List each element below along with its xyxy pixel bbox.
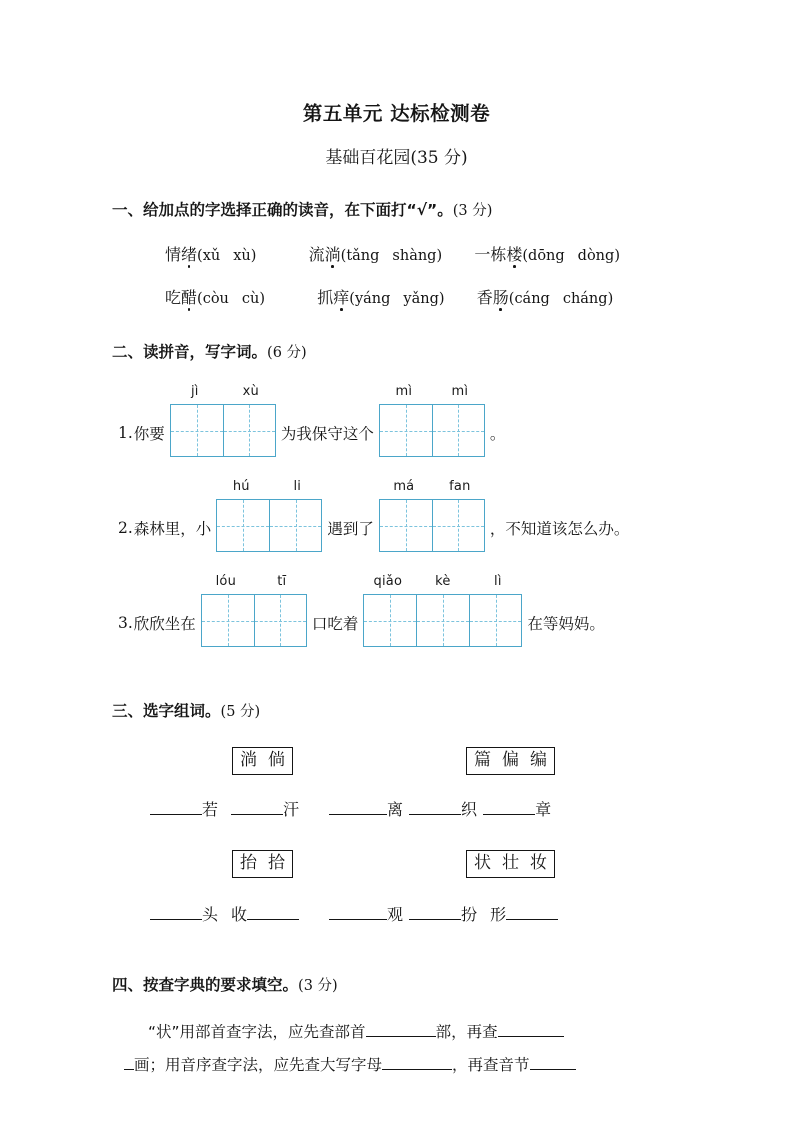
item-number: 3.	[118, 613, 133, 632]
grid-pinyin-labels	[213, 479, 325, 494]
answer-blank[interactable]	[231, 814, 283, 815]
grid-cell[interactable]	[469, 594, 522, 647]
pinyin-label: hú	[232, 479, 250, 494]
tianzige-grid[interactable]	[198, 574, 310, 651]
pinyin-options[interactable]: (dōng dòng)	[522, 248, 620, 264]
dotted-char: 肠	[493, 285, 509, 308]
pinyin-label: xù	[242, 384, 259, 399]
answer-blank[interactable]	[498, 1036, 564, 1037]
item-tail-text: 在等妈妈。	[527, 614, 605, 633]
word-prefix: 情	[165, 245, 182, 264]
item-lead-text: 你要	[133, 424, 165, 443]
item-number: 2.	[118, 518, 133, 537]
section-one-title: 给加点的字选择正确的读音，在下面打“√”。	[143, 201, 453, 219]
section-three	[0, 651, 793, 925]
pinyin-choice-item[interactable]	[474, 242, 620, 265]
char-box-row	[0, 721, 793, 781]
grid-cell[interactable]	[223, 404, 276, 457]
pinyin-label: má	[393, 479, 415, 494]
section-four	[0, 925, 793, 1075]
question-text: ，再查音节	[452, 1055, 530, 1074]
pinyin-option-b[interactable]: cù	[241, 291, 260, 307]
item-mid-text: 为我保守这个	[280, 424, 374, 443]
answer-blank[interactable]	[329, 814, 387, 815]
pinyin-options[interactable]: (xǔ xù)	[197, 248, 257, 264]
section-four-title: 按查字典的要求填空。	[143, 976, 299, 994]
item-tail-text: 。	[489, 424, 506, 443]
writing-line	[0, 362, 793, 461]
grid-pinyin-labels	[376, 384, 488, 399]
char-option[interactable]: 淌	[240, 750, 257, 770]
char-choice-box[interactable]	[232, 747, 293, 775]
grid-cell[interactable]	[269, 499, 322, 552]
pinyin-label: fan	[449, 479, 471, 494]
answer-blank[interactable]	[124, 1069, 134, 1070]
pinyin-options[interactable]: (cáng cháng)	[508, 291, 614, 307]
tianzige-grid[interactable]	[360, 574, 525, 651]
dictionary-question-line-one	[0, 995, 793, 1049]
answer-word: 章	[535, 800, 552, 819]
pinyin-label: qiǎo	[373, 574, 403, 589]
pinyin-label: li	[293, 479, 302, 494]
char-option[interactable]: 编	[530, 750, 547, 770]
pinyin-label: lì	[494, 574, 502, 589]
pinyin-choice-item[interactable]	[165, 242, 256, 265]
answer-word: 织	[461, 800, 478, 819]
section-two	[0, 308, 793, 651]
section-one-heading	[0, 198, 793, 220]
grid-cell[interactable]	[379, 404, 432, 457]
grid-cell[interactable]	[432, 499, 485, 552]
section-two-title: 读拼音，写字词。	[143, 343, 268, 361]
page-title: 第五单元 达标检测卷	[302, 102, 491, 125]
char-option[interactable]: 拾	[268, 853, 285, 873]
item-mid-text: 口吃着	[311, 614, 359, 633]
pinyin-option-a[interactable]: xǔ	[202, 248, 221, 264]
tianzige-grid[interactable]	[376, 479, 488, 556]
grid-pinyin-labels	[376, 479, 488, 494]
pinyin-option-a[interactable]: dōng	[528, 248, 565, 264]
char-choice-box[interactable]	[466, 747, 555, 775]
pinyin-option-a[interactable]: cáng	[514, 291, 550, 307]
pinyin-options[interactable]: (còu cù)	[197, 291, 266, 307]
char-option[interactable]: 抬	[240, 853, 257, 873]
pinyin-choice-item[interactable]	[477, 285, 614, 308]
pinyin-option-a[interactable]: yáng	[354, 291, 391, 307]
answer-blank[interactable]	[329, 919, 387, 920]
dotted-char: 痒	[333, 285, 349, 308]
grid-cell[interactable]	[379, 499, 432, 552]
question-text: 部，再查	[435, 1023, 498, 1041]
section-two-heading	[0, 340, 793, 362]
pinyin-option-b[interactable]: shàng	[392, 248, 437, 264]
item-number: 1.	[118, 423, 133, 442]
char-choice-box[interactable]	[466, 850, 555, 878]
answer-word: 离	[387, 800, 404, 819]
word-prefix: 流	[308, 245, 325, 264]
answer-blank[interactable]	[382, 1069, 452, 1070]
section-two-number: 二、	[112, 343, 144, 361]
grid-cell[interactable]	[363, 594, 416, 647]
section-three-points: (5 分)	[220, 704, 261, 720]
char-box-row	[0, 820, 793, 884]
pinyin-choice-item[interactable]	[317, 285, 444, 308]
char-option[interactable]: 倘	[268, 750, 285, 770]
item-tail-text: ，不知道该怎么办。	[489, 519, 630, 538]
grid-pinyin-labels	[198, 574, 310, 589]
answer-blank-row	[0, 884, 793, 925]
pinyin-option-b[interactable]: dòng	[577, 248, 615, 264]
answer-blank-row	[0, 781, 793, 820]
tianzige-grid[interactable]	[167, 384, 279, 461]
section-four-heading	[0, 973, 793, 995]
section-three-heading	[0, 699, 793, 721]
question-text: 画；用音序查字法，应先查大写字母	[134, 1055, 383, 1074]
dictionary-question-line-two	[0, 1049, 793, 1075]
char-option[interactable]: 壮	[502, 853, 519, 873]
grid-pinyin-labels	[360, 574, 525, 589]
pinyin-label: lóu	[215, 574, 237, 589]
dotted-char: 绪	[181, 242, 197, 265]
pinyin-label: mì	[451, 384, 469, 399]
answer-blank[interactable]	[247, 919, 299, 920]
grid-pinyin-labels	[167, 384, 279, 399]
word-prefix: 抓	[317, 288, 334, 307]
section-four-number: 四、	[112, 976, 144, 994]
item-lead-text: 森林里，小	[133, 519, 212, 538]
grid-cell[interactable]	[216, 499, 269, 552]
word-prefix: 香	[476, 288, 493, 307]
char-option[interactable]: 状	[474, 853, 491, 873]
section-one	[0, 168, 793, 308]
dotted-char: 醋	[181, 285, 197, 308]
answer-word: 收	[231, 905, 248, 924]
dotted-char: 淌	[325, 242, 341, 265]
section-three-title: 选字组词。	[143, 702, 221, 720]
writing-line	[0, 556, 793, 651]
char-choice-box[interactable]	[232, 850, 293, 878]
item-mid-text: 遇到了	[327, 519, 374, 538]
pinyin-option-a[interactable]: tǎng	[346, 248, 380, 264]
pinyin-option-b[interactable]: yǎng	[403, 291, 439, 307]
answer-word: 扮	[461, 905, 478, 924]
word-prefix: 一栋	[474, 245, 507, 264]
answer-blank[interactable]	[409, 814, 461, 815]
pinyin-options[interactable]: (yáng yǎng)	[349, 291, 445, 307]
grid-cell[interactable]	[416, 594, 469, 647]
char-option[interactable]: 偏	[502, 750, 519, 770]
answer-blank[interactable]	[150, 814, 202, 815]
answer-blank[interactable]	[366, 1036, 436, 1037]
pinyin-label: mì	[395, 384, 413, 399]
pinyin-option-a[interactable]: còu	[202, 291, 229, 307]
pinyin-label: kè	[435, 574, 451, 589]
pinyin-label: jì	[191, 384, 199, 399]
item-lead-text: 欣欣坐在	[133, 614, 196, 633]
tianzige-grid[interactable]	[213, 479, 325, 556]
pinyin-options[interactable]: (tǎng shàng)	[340, 248, 443, 264]
section-two-points: (6 分)	[267, 345, 307, 361]
section-three-number: 三、	[112, 702, 144, 720]
grid-cell[interactable]	[170, 404, 223, 457]
answer-blank[interactable]	[150, 919, 202, 920]
section-one-points: (3 分)	[452, 203, 493, 219]
answer-blank[interactable]	[409, 919, 461, 920]
answer-word: 形	[490, 905, 507, 924]
pinyin-choice-row	[0, 220, 793, 265]
pinyin-option-b[interactable]: cháng	[562, 291, 608, 307]
pinyin-option-b[interactable]: xù	[233, 248, 251, 264]
section-four-points: (3 分)	[298, 978, 338, 994]
grid-cell[interactable]	[432, 404, 485, 457]
dotted-char: 楼	[506, 242, 522, 265]
word-prefix: 吃	[165, 288, 182, 307]
char-option[interactable]: 篇	[474, 750, 491, 770]
answer-blank[interactable]	[483, 814, 535, 815]
pinyin-choice-item[interactable]	[165, 285, 265, 308]
question-text: “状”用部首查字法，应先查部首	[148, 1023, 366, 1041]
answer-word: 头	[202, 905, 219, 924]
answer-blank[interactable]	[506, 919, 558, 920]
answer-blank[interactable]	[530, 1069, 576, 1070]
pinyin-choice-row	[0, 265, 793, 308]
pinyin-label: tī	[277, 574, 287, 589]
char-option[interactable]: 妆	[530, 853, 547, 873]
answer-word: 观	[387, 905, 404, 924]
grid-cell[interactable]	[201, 594, 254, 647]
page-subtitle: 基础百花园(35 分)	[325, 148, 468, 168]
pinyin-choice-item[interactable]	[309, 242, 443, 265]
grid-cell[interactable]	[254, 594, 307, 647]
tianzige-grid[interactable]	[376, 384, 488, 461]
section-one-number: 一、	[112, 201, 144, 219]
answer-word: 若	[202, 800, 219, 819]
answer-word: 汗	[283, 800, 300, 819]
writing-line	[0, 461, 793, 556]
